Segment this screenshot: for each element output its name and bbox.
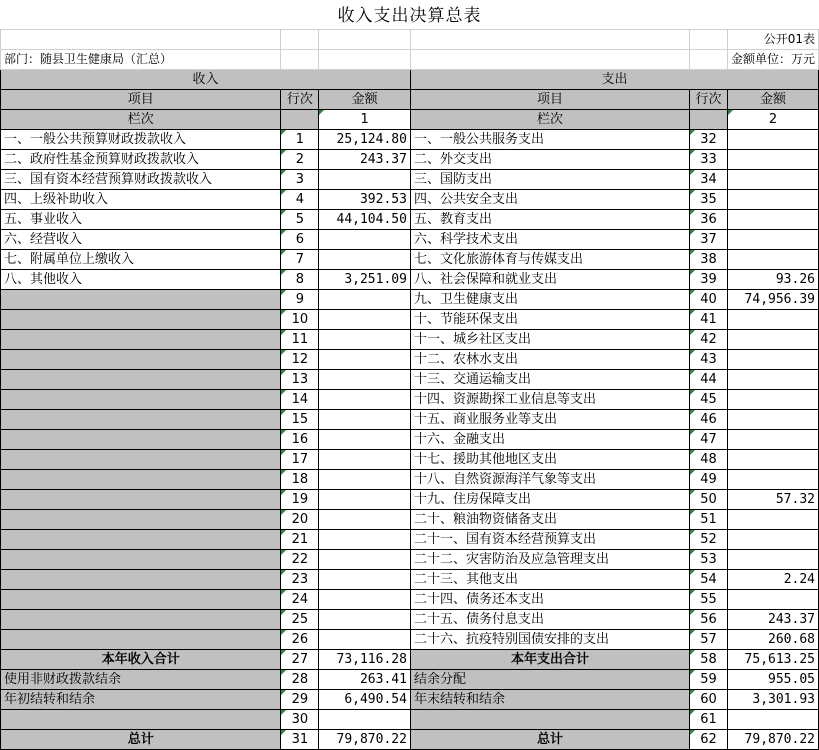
income-amount [319, 530, 411, 550]
table-row [1, 690, 819, 710]
income-item-label [1, 310, 281, 330]
income-item-label: 四、上级补助收入 [1, 190, 281, 210]
expense-item-label: 十七、援助其他地区支出 [410, 450, 689, 470]
expense-amount [727, 390, 818, 410]
expense-row-number: 53 [690, 550, 728, 570]
expense-row-number: 52 [690, 530, 728, 550]
expense-item-label: 二、外交支出 [410, 150, 689, 170]
income-row-number: 28 [281, 670, 319, 690]
income-row-number: 7 [281, 250, 319, 270]
expense-item-label: 二十二、灾害防治及应急管理支出 [410, 550, 689, 570]
income-row-number: 23 [281, 570, 319, 590]
expense-row-number: 47 [690, 430, 728, 450]
table-row [1, 670, 819, 690]
expense-row-number: 58 [690, 650, 728, 670]
table-row [1, 310, 819, 330]
income-item-label [1, 350, 281, 370]
expense-row-number: 50 [690, 490, 728, 510]
expense-amount: 93.26 [727, 270, 818, 290]
income-item-label [1, 530, 281, 550]
expense-item-label: 十三、交通运输支出 [410, 370, 689, 390]
income-amount [319, 410, 411, 430]
expense-row-number: 51 [690, 510, 728, 530]
expense-row-number: 62 [690, 730, 728, 750]
income-item-label [1, 610, 281, 630]
table-row [1, 510, 819, 530]
expense-amount: 57.32 [727, 490, 818, 510]
income-item-label: 二、政府性基金预算财政拨款收入 [1, 150, 281, 170]
expense-item-header: 项目 [410, 90, 689, 110]
income-item-label [1, 510, 281, 530]
expense-amount: 74,956.39 [727, 290, 818, 310]
income-row-no-header: 行次 [281, 90, 319, 110]
income-row-number: 10 [281, 310, 319, 330]
expense-amount [727, 150, 818, 170]
expense-row-no-header: 行次 [690, 90, 728, 110]
expense-item-label: 十一、城乡社区支出 [410, 330, 689, 350]
income-item-label [1, 450, 281, 470]
income-row-number: 5 [281, 210, 319, 230]
table-row [1, 710, 819, 730]
expense-amount-header: 金额 [727, 90, 818, 110]
section-header-row [1, 70, 819, 90]
income-amount [319, 330, 411, 350]
expense-item-label: 二十四、债务还本支出 [410, 590, 689, 610]
income-section-header: 收入 [1, 70, 411, 90]
income-amount [319, 290, 411, 310]
expense-amount [727, 170, 818, 190]
table-row [1, 470, 819, 490]
expense-amount [727, 370, 818, 390]
income-amount [319, 370, 411, 390]
expense-amount [727, 530, 818, 550]
income-amount: 73,116.28 [319, 650, 411, 670]
income-item-label: 本年收入合计 [1, 650, 281, 670]
expense-row-number: 45 [690, 390, 728, 410]
expense-amount: 955.05 [727, 670, 818, 690]
column-order-row [1, 110, 819, 130]
table-row [1, 450, 819, 470]
table-row [1, 490, 819, 510]
expense-item-label: 七、文化旅游体育与传媒支出 [410, 250, 689, 270]
unit-label: 金额单位：万元 [727, 50, 818, 70]
income-amount: 25,124.80 [319, 130, 411, 150]
income-item-label [1, 370, 281, 390]
income-amount: 3,251.09 [319, 270, 411, 290]
income-amount [319, 570, 411, 590]
expense-item-label: 十、节能环保支出 [410, 310, 689, 330]
income-row-number: 8 [281, 270, 319, 290]
income-item-label: 一、一般公共预算财政拨款收入 [1, 130, 281, 150]
income-row-number: 4 [281, 190, 319, 210]
expense-item-label: 十四、资源勘探工业信息等支出 [410, 390, 689, 410]
table-row [1, 530, 819, 550]
expense-item-label: 十五、商业服务业等支出 [410, 410, 689, 430]
expense-amount: 260.68 [727, 630, 818, 650]
income-item-label [1, 430, 281, 450]
expense-amount: 75,613.25 [727, 650, 818, 670]
expense-item-label: 五、教育支出 [410, 210, 689, 230]
table-row [1, 550, 819, 570]
expense-item-label: 二十一、国有资本经营预算支出 [410, 530, 689, 550]
expense-row-number: 35 [690, 190, 728, 210]
expense-row-number: 54 [690, 570, 728, 590]
table-row [1, 410, 819, 430]
expense-row-number: 33 [690, 150, 728, 170]
report-title: 收入支出决算总表 [337, 6, 482, 26]
income-row-number: 11 [281, 330, 319, 350]
income-amount [319, 450, 411, 470]
expense-item-label: 本年支出合计 [410, 650, 689, 670]
table-row [1, 370, 819, 390]
expense-item-label: 三、国防支出 [410, 170, 689, 190]
expense-amount [727, 470, 818, 490]
table-row [1, 350, 819, 370]
income-amount: 44,104.50 [319, 210, 411, 230]
income-item-label: 七、附属单位上缴收入 [1, 250, 281, 270]
expense-amount [727, 130, 818, 150]
table-row [1, 150, 819, 170]
expense-row-number: 56 [690, 610, 728, 630]
expense-item-label: 二十三、其他支出 [410, 570, 689, 590]
income-item-label: 八、其他收入 [1, 270, 281, 290]
table-row [1, 390, 819, 410]
expense-row-number: 38 [690, 250, 728, 270]
income-item-label [1, 390, 281, 410]
expense-amount [727, 230, 818, 250]
table-row [1, 190, 819, 210]
expense-amount [727, 590, 818, 610]
income-row-number: 2 [281, 150, 319, 170]
income-item-label: 年初结转和结余 [1, 690, 281, 710]
expense-amount [727, 550, 818, 570]
income-amount [319, 710, 411, 730]
expense-amount: 79,870.22 [727, 730, 818, 750]
income-row-number: 1 [281, 130, 319, 150]
income-item-label: 三、国有资本经营预算财政拨款收入 [1, 170, 281, 190]
expense-row-number: 49 [690, 470, 728, 490]
income-amount [319, 550, 411, 570]
income-item-label [1, 290, 281, 310]
expense-item-label: 十六、金融支出 [410, 430, 689, 450]
expense-row-number: 36 [690, 210, 728, 230]
income-row-number: 15 [281, 410, 319, 430]
income-item-label: 使用非财政拨款结余 [1, 670, 281, 690]
table-row [1, 290, 819, 310]
income-item-label: 六、经营收入 [1, 230, 281, 250]
expense-item-label: 结余分配 [410, 670, 689, 690]
income-amount: 79,870.22 [319, 730, 411, 750]
expense-amount [727, 410, 818, 430]
table-row [1, 130, 819, 150]
expense-item-label: 二十、粮油物资储备支出 [410, 510, 689, 530]
expense-row-number: 41 [690, 310, 728, 330]
expense-row-number: 34 [690, 170, 728, 190]
expense-row-number: 55 [690, 590, 728, 610]
income-item-label [1, 330, 281, 350]
expense-row-number: 61 [690, 710, 728, 730]
expense-col-number: 2 [727, 110, 818, 130]
income-row-number: 25 [281, 610, 319, 630]
column-header-row [1, 90, 819, 110]
income-amount [319, 310, 411, 330]
table-row [1, 210, 819, 230]
income-row-number: 6 [281, 230, 319, 250]
income-row-number: 19 [281, 490, 319, 510]
income-row-number: 20 [281, 510, 319, 530]
income-row-number: 14 [281, 390, 319, 410]
income-row-number: 16 [281, 430, 319, 450]
form-number-row [1, 30, 819, 50]
income-item-label [1, 550, 281, 570]
income-row-number: 30 [281, 710, 319, 730]
expense-column-order: 栏次 [410, 110, 689, 130]
expense-row-number: 39 [690, 270, 728, 290]
income-amount [319, 510, 411, 530]
income-amount [319, 350, 411, 370]
expense-row-number: 48 [690, 450, 728, 470]
table-row [1, 330, 819, 350]
expense-item-label: 十二、农林水支出 [410, 350, 689, 370]
expense-row-number: 42 [690, 330, 728, 350]
table-row [1, 430, 819, 450]
table-row [1, 630, 819, 650]
expense-amount [727, 250, 818, 270]
income-row-number: 27 [281, 650, 319, 670]
income-item-label [1, 470, 281, 490]
expense-row-number: 32 [690, 130, 728, 150]
income-amount [319, 430, 411, 450]
income-item-label: 总计 [1, 730, 281, 750]
expense-amount: 2.24 [727, 570, 818, 590]
income-row-number: 18 [281, 470, 319, 490]
income-amount [319, 470, 411, 490]
expense-amount [727, 510, 818, 530]
table-row [1, 230, 819, 250]
income-item-label [1, 710, 281, 730]
income-amount [319, 250, 411, 270]
income-row-number: 29 [281, 690, 319, 710]
expense-item-label: 年末结转和结余 [410, 690, 689, 710]
expense-amount [727, 710, 818, 730]
income-column-order: 栏次 [1, 110, 281, 130]
table-row [1, 250, 819, 270]
table-row [1, 730, 819, 750]
income-amount-header: 金额 [319, 90, 411, 110]
income-amount: 263.41 [319, 670, 411, 690]
expense-amount [727, 450, 818, 470]
expense-item-label: 四、公共安全支出 [410, 190, 689, 210]
income-amount [319, 590, 411, 610]
income-amount [319, 490, 411, 510]
income-item-label [1, 570, 281, 590]
income-row-number: 31 [281, 730, 319, 750]
income-row-number: 17 [281, 450, 319, 470]
expense-item-label [410, 710, 689, 730]
expense-item-label: 二十五、债务付息支出 [410, 610, 689, 630]
table-row [1, 650, 819, 670]
income-amount [319, 390, 411, 410]
income-amount [319, 610, 411, 630]
income-item-label [1, 630, 281, 650]
income-amount [319, 170, 411, 190]
expense-row-number: 43 [690, 350, 728, 370]
income-item-header: 项目 [1, 90, 281, 110]
form-number: 公开01表 [727, 30, 818, 50]
expense-row-number: 59 [690, 670, 728, 690]
income-amount: 243.37 [319, 150, 411, 170]
income-row-number: 9 [281, 290, 319, 310]
income-item-label [1, 410, 281, 430]
table-row [1, 570, 819, 590]
department-row [1, 50, 819, 70]
expense-amount [727, 330, 818, 350]
expense-item-label: 十八、自然资源海洋气象等支出 [410, 470, 689, 490]
table-row [1, 590, 819, 610]
expense-item-label: 总计 [410, 730, 689, 750]
expense-item-label: 二十六、抗疫特别国债安排的支出 [410, 630, 689, 650]
income-expense-table [0, 29, 819, 750]
expense-row-number: 44 [690, 370, 728, 390]
income-row-number: 22 [281, 550, 319, 570]
income-row-number: 12 [281, 350, 319, 370]
department-label: 部门：随县卫生健康局（汇总） [1, 50, 281, 70]
expense-amount: 3,301.93 [727, 690, 818, 710]
expense-item-label: 六、科学技术支出 [410, 230, 689, 250]
expense-item-label: 一、一般公共服务支出 [410, 130, 689, 150]
expense-amount [727, 430, 818, 450]
income-amount [319, 630, 411, 650]
expense-amount [727, 210, 818, 230]
income-row-number: 24 [281, 590, 319, 610]
expense-amount [727, 310, 818, 330]
income-item-label: 五、事业收入 [1, 210, 281, 230]
income-amount: 6,490.54 [319, 690, 411, 710]
income-amount: 392.53 [319, 190, 411, 210]
expense-amount [727, 190, 818, 210]
income-amount [319, 230, 411, 250]
expense-row-number: 37 [690, 230, 728, 250]
income-col-number: 1 [319, 110, 411, 130]
expense-amount [727, 350, 818, 370]
expense-row-number: 57 [690, 630, 728, 650]
expense-row-number: 46 [690, 410, 728, 430]
income-item-label [1, 590, 281, 610]
table-row [1, 270, 819, 290]
expense-row-number: 60 [690, 690, 728, 710]
expense-row-number: 40 [690, 290, 728, 310]
table-row [1, 610, 819, 630]
income-row-number: 3 [281, 170, 319, 190]
income-item-label [1, 490, 281, 510]
expense-item-label: 九、卫生健康支出 [410, 290, 689, 310]
table-row [1, 170, 819, 190]
expense-amount: 243.37 [727, 610, 818, 630]
expense-item-label: 八、社会保障和就业支出 [410, 270, 689, 290]
expense-section-header: 支出 [410, 70, 818, 90]
income-row-number: 21 [281, 530, 319, 550]
income-row-number: 13 [281, 370, 319, 390]
income-row-number: 26 [281, 630, 319, 650]
expense-item-label: 十九、住房保障支出 [410, 490, 689, 510]
